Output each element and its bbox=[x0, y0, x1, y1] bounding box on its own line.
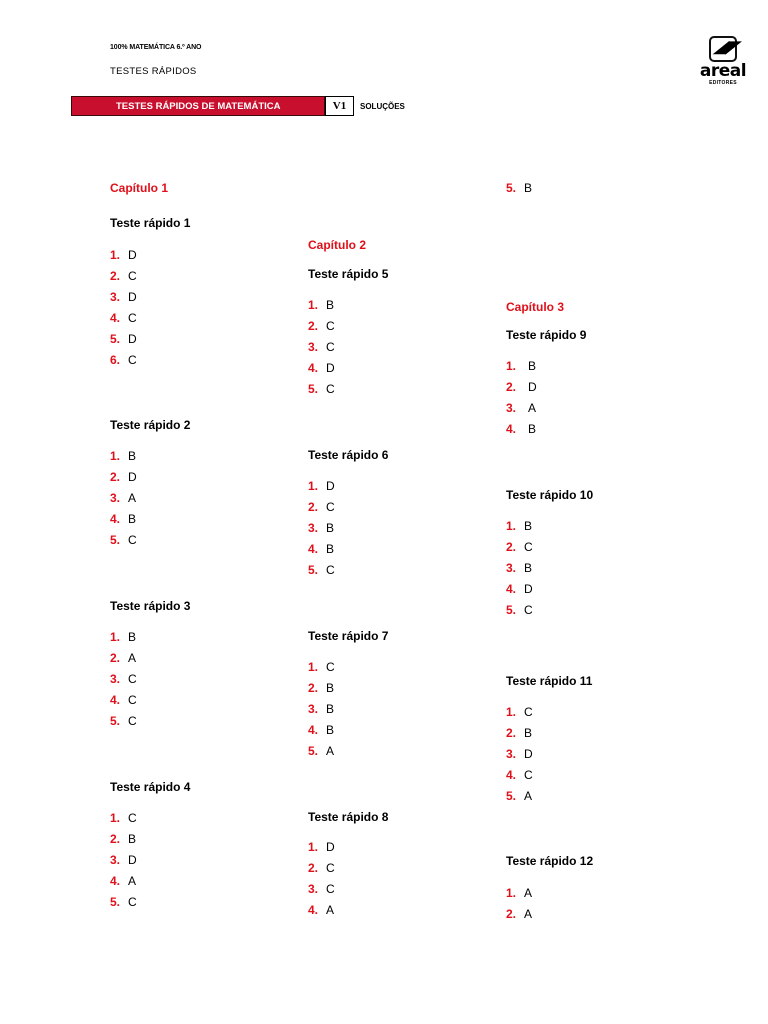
answer-item bbox=[110, 895, 137, 909]
answer-letter: D bbox=[128, 248, 137, 262]
answer-letter: B bbox=[524, 519, 533, 533]
answer-letter: C bbox=[128, 714, 137, 728]
answer-letter: C bbox=[326, 500, 335, 514]
answer-letter: A bbox=[524, 789, 533, 803]
answer-number: 4. bbox=[506, 422, 517, 436]
answer-number: 4. bbox=[506, 582, 517, 596]
answer-item bbox=[308, 861, 335, 875]
answer-number: 2. bbox=[110, 832, 121, 846]
answer-number: 2. bbox=[506, 907, 517, 921]
answer-number: 3. bbox=[110, 853, 121, 867]
answer-letter: C bbox=[524, 603, 533, 617]
answer-letter: D bbox=[524, 747, 533, 761]
answer-item bbox=[506, 561, 532, 575]
answer-item bbox=[110, 853, 137, 867]
answer-letter: B bbox=[326, 702, 335, 716]
answer-letter: C bbox=[326, 882, 335, 896]
answer-number: 2. bbox=[110, 470, 121, 484]
title-banner bbox=[71, 96, 325, 116]
answer-item bbox=[110, 651, 136, 665]
answer-number: 3. bbox=[506, 401, 517, 415]
answer-item bbox=[506, 519, 532, 533]
answer-item bbox=[110, 693, 137, 707]
answer-number: 2. bbox=[506, 726, 517, 740]
answer-letter: C bbox=[128, 353, 137, 367]
answer-letter: C bbox=[128, 311, 137, 325]
answer-item bbox=[308, 521, 334, 535]
answer-item bbox=[110, 811, 137, 825]
answer-letter: C bbox=[326, 319, 335, 333]
answer-item bbox=[110, 311, 137, 325]
test-title: Teste rápido 2 bbox=[110, 418, 191, 432]
answer-number: 5. bbox=[308, 744, 319, 758]
answer-number: 5. bbox=[308, 563, 319, 577]
answer-letter: A bbox=[528, 401, 537, 415]
answer-item bbox=[308, 319, 335, 333]
answer-item bbox=[506, 401, 536, 415]
answer-item bbox=[110, 533, 137, 547]
answer-letter: A bbox=[128, 491, 137, 505]
answer-letter: B bbox=[326, 521, 335, 535]
answer-number: 4. bbox=[308, 542, 319, 556]
answer-item bbox=[308, 660, 335, 674]
answer-letter: D bbox=[326, 840, 335, 854]
answer-item bbox=[506, 705, 533, 719]
test-title: Teste rápido 5 bbox=[308, 267, 389, 281]
answer-number: 2. bbox=[110, 269, 121, 283]
answer-number: 2. bbox=[308, 319, 319, 333]
answer-number: 3. bbox=[308, 882, 319, 896]
answer-item bbox=[110, 248, 137, 262]
test-title: Teste rápido 4 bbox=[110, 780, 191, 794]
answer-number: 1. bbox=[506, 705, 517, 719]
solutions-label: SOLUÇÕES bbox=[360, 102, 405, 111]
answer-letter: B bbox=[528, 359, 537, 373]
answer-number: 3. bbox=[110, 672, 121, 686]
answer-number: 4. bbox=[308, 723, 319, 737]
answer-letter: B bbox=[326, 298, 335, 312]
answer-item bbox=[506, 603, 533, 617]
answer-item bbox=[308, 702, 334, 716]
answer-letter: A bbox=[326, 903, 335, 917]
answer-number: 3. bbox=[308, 702, 319, 716]
answer-number: 2. bbox=[308, 681, 319, 695]
answer-number: 2. bbox=[308, 861, 319, 875]
answer-number: 3. bbox=[110, 290, 121, 304]
answer-letter: C bbox=[524, 540, 533, 554]
answer-number: 1. bbox=[308, 840, 319, 854]
logo-mark-icon: ◢◤ bbox=[714, 39, 739, 56]
answer-letter: A bbox=[326, 744, 335, 758]
answer-item bbox=[308, 479, 335, 493]
answer-letter: B bbox=[128, 630, 137, 644]
logo-tag: EDITORES bbox=[709, 80, 737, 86]
answer-number: 5. bbox=[110, 533, 121, 547]
answer-item bbox=[506, 540, 533, 554]
answer-number: 2. bbox=[110, 651, 121, 665]
answer-letter: B bbox=[528, 422, 537, 436]
answer-number: 4. bbox=[506, 768, 517, 782]
test-title: Teste rápido 11 bbox=[506, 674, 593, 688]
answer-letter: D bbox=[326, 361, 335, 375]
answer-item bbox=[308, 298, 334, 312]
answer-letter: A bbox=[128, 651, 137, 665]
answer-number: 3. bbox=[506, 747, 517, 761]
answer-letter: B bbox=[524, 181, 533, 195]
banner-title: TESTES RÁPIDOS DE MATEMÁTICA bbox=[116, 101, 281, 112]
answer-item bbox=[110, 470, 137, 484]
answer-item bbox=[110, 353, 137, 367]
test-title: Teste rápido 9 bbox=[506, 328, 587, 342]
header-subtitle: TESTES RÁPIDOS bbox=[110, 66, 197, 77]
answer-number: 2. bbox=[506, 380, 517, 394]
answer-item bbox=[110, 630, 136, 644]
answer-number: 4. bbox=[308, 903, 319, 917]
answer-letter: C bbox=[128, 895, 137, 909]
answer-item bbox=[308, 840, 335, 854]
answer-item bbox=[308, 500, 335, 514]
answer-item bbox=[308, 382, 335, 396]
answer-number: 4. bbox=[110, 874, 121, 888]
answer-item bbox=[506, 380, 537, 394]
answer-item bbox=[308, 340, 335, 354]
test-title: Teste rápido 7 bbox=[308, 629, 389, 643]
answer-letter: D bbox=[524, 582, 533, 596]
answer-letter: C bbox=[128, 672, 137, 686]
answer-item bbox=[506, 768, 533, 782]
answer-number: 3. bbox=[308, 521, 319, 535]
answer-letter: C bbox=[326, 660, 335, 674]
answer-number: 5. bbox=[110, 714, 121, 728]
answer-letter: C bbox=[524, 705, 533, 719]
answer-item bbox=[110, 512, 136, 526]
chapter-title: Capítulo 1 bbox=[110, 181, 169, 195]
answer-item bbox=[308, 903, 334, 917]
test-title: Teste rápido 10 bbox=[506, 488, 594, 502]
answer-item bbox=[308, 681, 334, 695]
answer-number: 4. bbox=[110, 693, 121, 707]
chapter-title: Capítulo 2 bbox=[308, 238, 367, 252]
answer-number: 5. bbox=[110, 332, 121, 346]
answer-number: 1. bbox=[110, 248, 121, 262]
test-title: Teste rápido 1 bbox=[110, 216, 191, 230]
answer-letter: C bbox=[128, 269, 137, 283]
answer-item bbox=[308, 744, 334, 758]
answer-letter: C bbox=[326, 382, 335, 396]
answer-number: 1. bbox=[308, 660, 319, 674]
header-subject: 100% MATEMÁTICA 6.º ANO bbox=[110, 44, 202, 51]
answer-letter: C bbox=[326, 340, 335, 354]
answer-number: 2. bbox=[506, 540, 517, 554]
answer-item bbox=[110, 491, 136, 505]
logo-brand: areal bbox=[699, 61, 747, 81]
answer-item bbox=[506, 422, 536, 436]
answer-number: 1. bbox=[506, 359, 517, 373]
answer-number: 1. bbox=[506, 886, 517, 900]
answer-number: 1. bbox=[506, 519, 517, 533]
answer-letter: B bbox=[524, 561, 533, 575]
answer-item bbox=[110, 449, 136, 463]
version-box: V1 bbox=[325, 96, 354, 116]
answer-item bbox=[506, 789, 532, 803]
answer-letter: B bbox=[128, 832, 137, 846]
answer-number: 1. bbox=[110, 630, 121, 644]
answer-item bbox=[110, 290, 137, 304]
answer-item bbox=[308, 361, 335, 375]
answer-item bbox=[506, 582, 533, 596]
answer-number: 5. bbox=[308, 382, 319, 396]
answer-item bbox=[110, 672, 137, 686]
answer-item bbox=[110, 714, 137, 728]
answer-letter: B bbox=[128, 512, 137, 526]
answer-letter: C bbox=[128, 533, 137, 547]
answer-letter: A bbox=[524, 886, 533, 900]
chapter-title: Capítulo 3 bbox=[506, 300, 565, 314]
answer-number: 4. bbox=[110, 512, 121, 526]
answer-number: 1. bbox=[110, 811, 121, 825]
answer-letter: D bbox=[326, 479, 335, 493]
answer-number: 4. bbox=[308, 361, 319, 375]
answer-number: 3. bbox=[110, 491, 121, 505]
answer-number: 5. bbox=[506, 181, 517, 195]
answer-letter: B bbox=[128, 449, 137, 463]
answer-letter: B bbox=[326, 542, 335, 556]
answer-number: 3. bbox=[308, 340, 319, 354]
answer-letter: C bbox=[128, 693, 137, 707]
answer-item bbox=[506, 886, 532, 900]
answer-number: 5. bbox=[110, 895, 121, 909]
answer-number: 1. bbox=[308, 479, 319, 493]
answer-item bbox=[506, 747, 533, 761]
answer-letter: C bbox=[128, 811, 137, 825]
answer-item bbox=[506, 726, 532, 740]
answer-letter: C bbox=[524, 768, 533, 782]
answer-letter: A bbox=[524, 907, 533, 921]
answer-letter: A bbox=[128, 874, 137, 888]
answer-letter: B bbox=[326, 681, 335, 695]
answer-item bbox=[308, 542, 334, 556]
answer-letter: D bbox=[528, 380, 537, 394]
answer-letter: C bbox=[326, 861, 335, 875]
answer-letter: D bbox=[128, 332, 137, 346]
answer-number: 1. bbox=[110, 449, 121, 463]
answer-number: 6. bbox=[110, 353, 121, 367]
answer-letter: D bbox=[128, 290, 137, 304]
answer-letter: D bbox=[128, 853, 137, 867]
answer-number: 4. bbox=[110, 311, 121, 325]
answer-number: 1. bbox=[308, 298, 319, 312]
test-title: Teste rápido 12 bbox=[506, 854, 594, 868]
answer-item bbox=[110, 332, 137, 346]
test-title: Teste rápido 3 bbox=[110, 599, 191, 613]
answer-item bbox=[308, 563, 335, 577]
answer-number: 5. bbox=[506, 603, 517, 617]
answer-letter: C bbox=[326, 563, 335, 577]
answer-number: 5. bbox=[506, 789, 517, 803]
answer-item bbox=[506, 181, 532, 195]
answer-letter: B bbox=[524, 726, 533, 740]
answer-number: 2. bbox=[308, 500, 319, 514]
answer-item bbox=[308, 723, 334, 737]
answer-item bbox=[110, 269, 137, 283]
answer-item bbox=[308, 882, 335, 896]
answer-letter: B bbox=[326, 723, 335, 737]
test-title: Teste rápido 8 bbox=[308, 810, 389, 824]
answer-letter: D bbox=[128, 470, 137, 484]
answer-item bbox=[110, 874, 136, 888]
areal-logo bbox=[693, 34, 753, 88]
answer-item bbox=[110, 832, 136, 846]
test-title: Teste rápido 6 bbox=[308, 448, 389, 462]
answer-item bbox=[506, 907, 532, 921]
answer-number: 3. bbox=[506, 561, 517, 575]
answer-item bbox=[506, 359, 536, 373]
